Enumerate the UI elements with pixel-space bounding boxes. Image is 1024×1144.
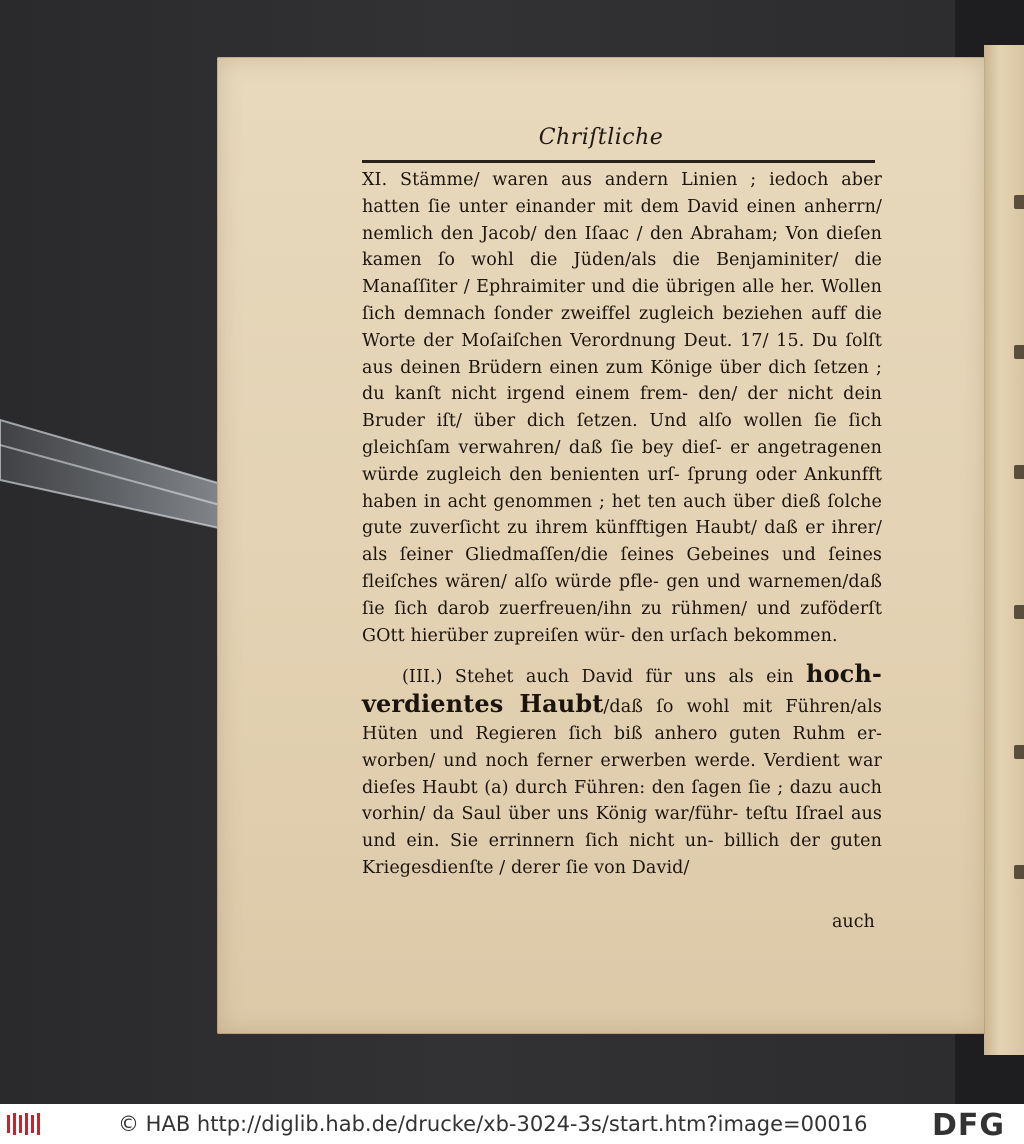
next-page-edge <box>984 45 1024 1055</box>
paragraph-2-lead: (III.) Stehet auch David für uns als ein <box>402 667 794 688</box>
body-text <box>362 167 882 882</box>
running-head: Chriſtliche <box>538 125 664 150</box>
library-logo-icon <box>5 1111 47 1137</box>
paragraph-2 <box>362 661 882 881</box>
dfg-logo: DFG <box>932 1108 1006 1143</box>
footer-bar <box>0 1104 1024 1144</box>
header-rule <box>362 160 875 163</box>
catchword: auch <box>832 912 875 932</box>
source-url[interactable]: © HAB http://diglib.hab.de/drucke/xb-3024-3s/start.htm?image=00016 <box>118 1112 868 1136</box>
paragraph-2-emphasis: hoch- verdientes Haubt <box>362 659 882 719</box>
paragraph-1: XI. Stämme/ waren aus andern Linien ; iedoch aber hatten ſie unter einander mit dem David einen anherrn/ nemlich den Jacob/ den Iſaac / den Abraham; Von dieſen kamen ſo wohl die Jüden/als die Benjaminiter/ die Manaſſiter / Ephraimiter und die übrigen alle her. Wollen ſich demnach ſonder zweiffel zugleich beziehen auff die Worte der Moſaiſchen Verordnung Deut. 17/ 15. Du ſolſt aus deinen Brüdern einen zum Könige über dich ſetzen ; du kanſt nicht irgend einem frem- den/ der nicht dein Bruder iſt/ über dich ſetzen. Und alſo wollen ſie ſich gleichſam verwahren/ daß ſie bey dieſ- er angetragenen würde zugleich den benienten urſ- ſprung oder Ankunfft haben in acht genommen ; het ten auch über dieß ſolche gute zuverſicht zu ihrem künfftigen Haubt/ daß er ihrer/ als ſeiner Gliedmaſſen/die ſeines Gebeines und ſeines fleiſches wären/ alſo würde pfle- gen und warnemen/daß ſie ſich darob zuerfreuen/ihn zu rühmen/ und zuföderſt GOtt hierüber zupreiſen wür- den urſach bekommen. <box>362 170 882 646</box>
paragraph-2-rest: /daß ſo wohl mit Führen/als Hüten und Regieren ſich biß anhero guten Ruhm er- worben/ und noch ferner erwerben werde. Verdient war dieſes Haubt (a) durch Führen: den ſagen ſie ; dazu auch vorhin/ da Saul über uns König war/führ- teſtu Iſrael aus und ein. Sie errinnern ſich nicht un- billich der guten Kriegesdienſte / derer ſie von David/ <box>362 697 883 878</box>
book-page <box>217 57 985 1034</box>
